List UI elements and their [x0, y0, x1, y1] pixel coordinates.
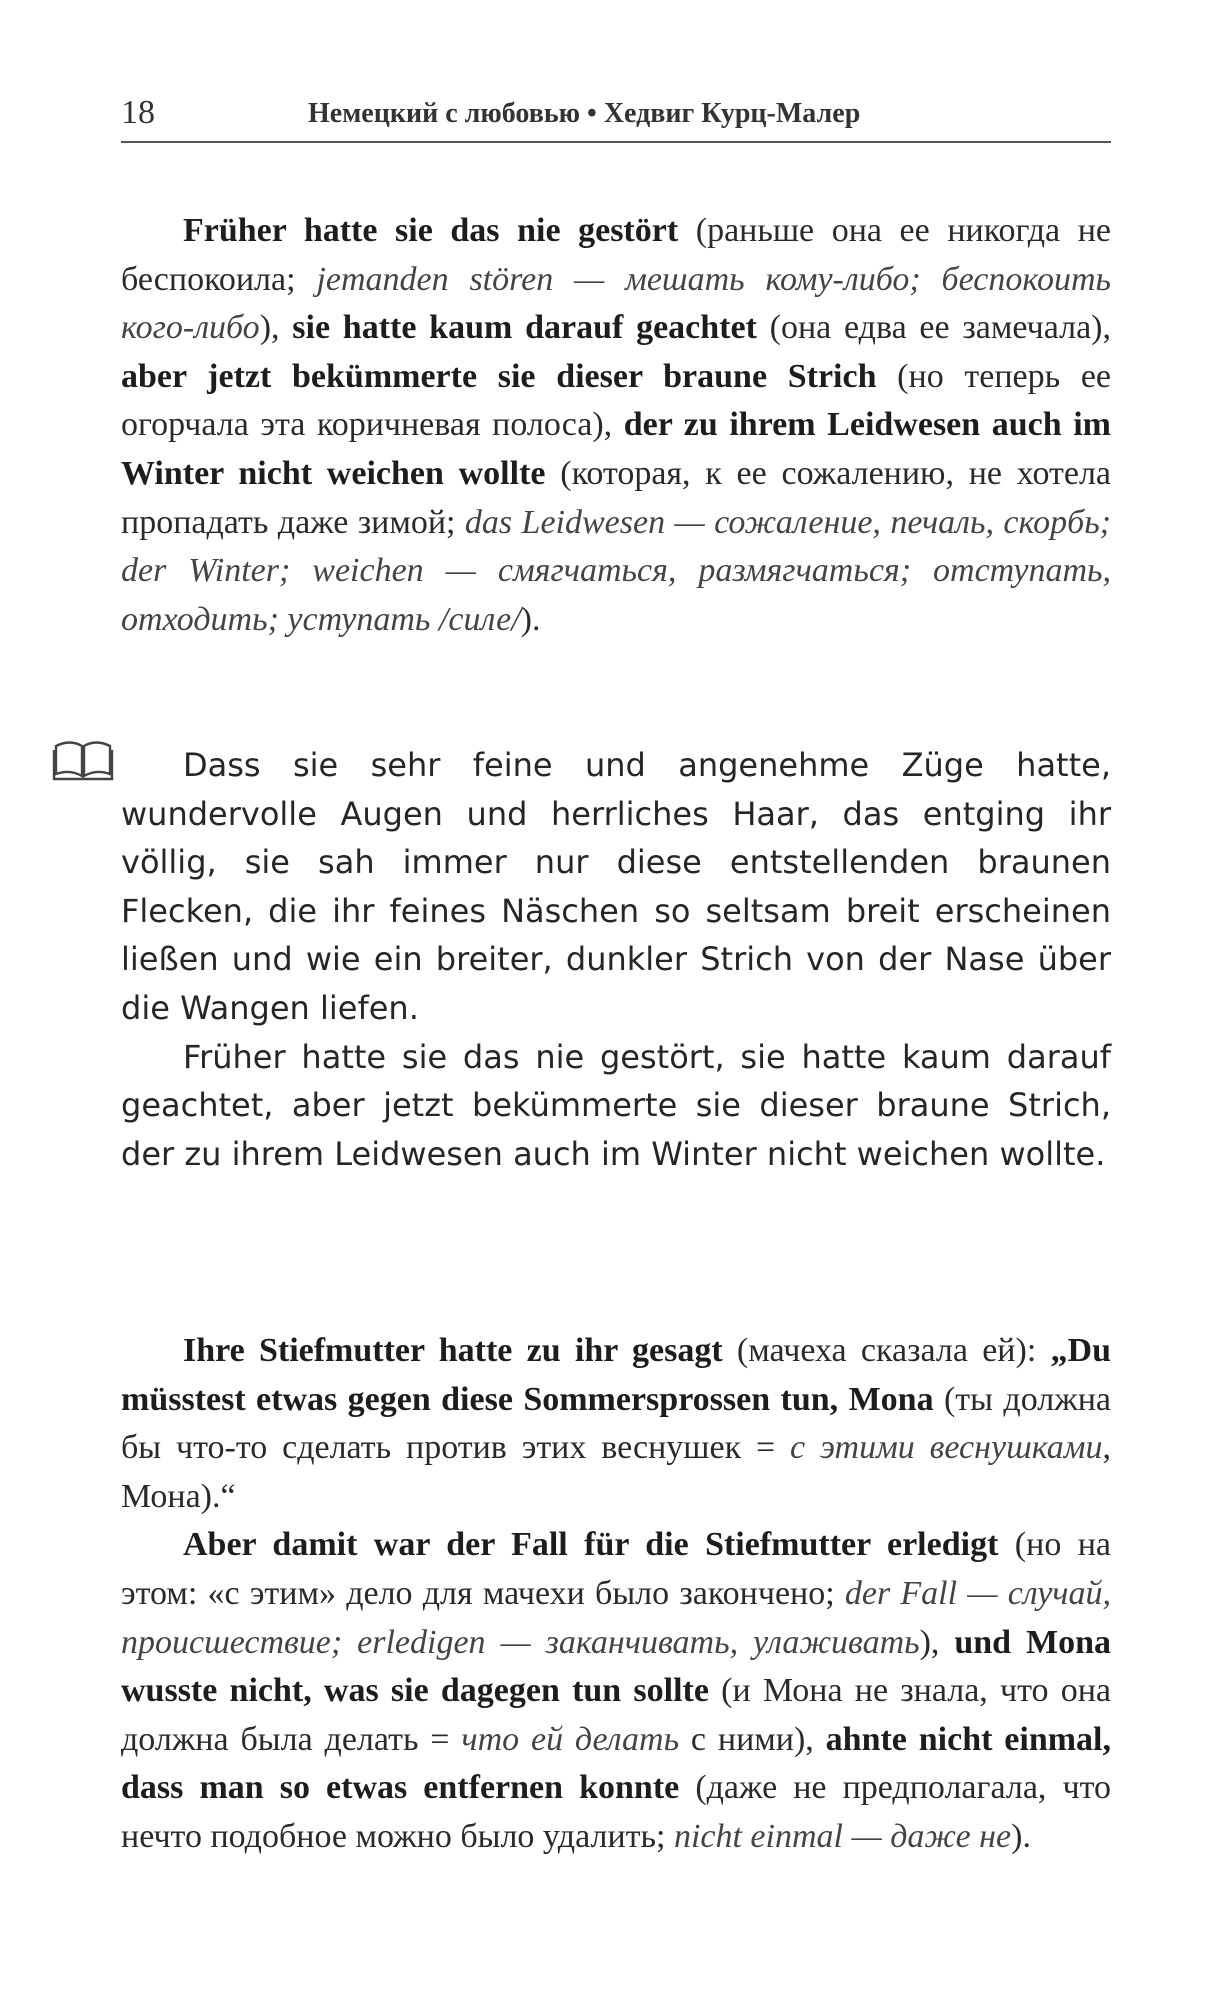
translation-text: ), [919, 1623, 955, 1661]
vocabulary-note: nicht einmal — даже не [673, 1817, 1012, 1855]
vocabulary-note: jemanden stören — мешать кому-либо; беспокоить кого-либо [121, 260, 1111, 347]
reading-text [121, 741, 1111, 1178]
german-phrase: aber jetzt bekümmerte sie dieser braune Strich [121, 357, 877, 395]
german-phrase: ahnte nicht einmal, dass man so etwas entfernen konnte [121, 1720, 1111, 1807]
header-rule [121, 141, 1111, 143]
german-phrase: der zu ihrem Leidwesen auch im Winter nicht weichen wollte [121, 406, 1111, 492]
annotated-paragraph [121, 1521, 1111, 1861]
translation-text: ). [520, 600, 541, 638]
page-number: 18 [121, 94, 155, 131]
reading-paragraph: Früher hatte sie das nie gestört, sie hatte kaum darauf geachtet, aber jetzt bekümmerte sie dieser braune Strich, der zu ihrem Leidwesen auch im Winter nicht weichen wollte. [121, 1037, 1111, 1173]
german-phrase: Ihre Stiefmutter hatte zu ihr gesagt [183, 1332, 723, 1369]
german-phrase: sie hatte kaum darauf geachtet [292, 309, 757, 347]
vocabulary-note: с этими веснушками [790, 1429, 1103, 1467]
translation-text: ). [1011, 1817, 1031, 1855]
vocabulary-note: der Fall — случай, происшествие; erledigen — заканчивать, улаживать [121, 1574, 1112, 1661]
annotated-paragraph [121, 1327, 1111, 1521]
reading-paragraph: Dass sie sehr feine und angenehme Züge hatte, wundervolle Augen und herrliches Haar, das entging ihr völlig, sie sah immer nur diese entstellenden braunen Flecken, die ihr feines Näschen so seltsam breit erscheinen ließen und wie ein breiter, dunkler Strich von der Nase über die Wangen liefen. [121, 746, 1111, 1027]
translation-text: (и Мона не знала, что она должна была делать = [121, 1672, 1111, 1758]
german-phrase: „Du müsstest etwas gegen diese Sommersprossen tun, Mona [121, 1332, 1111, 1418]
vocabulary-note: что ей делать [461, 1720, 680, 1758]
translation-text: (ты должна бы что-то сделать против этих веснушек = [121, 1380, 1111, 1467]
annotated-paragraph [121, 207, 1111, 644]
vocabulary-note: das Leidwesen — сожаление, печаль, скорбь; der Winter; weichen — смягчаться, размягчаться; отступать, отходить; уступать /силе/ [121, 503, 1111, 638]
german-phrase: Früher hatte sie das nie gestört [183, 212, 679, 249]
translation-text: (которая, к ее сожалению, не хотела пропадать даже зимой; [121, 454, 1111, 541]
translation-text: с ними), [679, 1720, 826, 1758]
translation-text: ), [259, 309, 293, 347]
german-phrase: Aber damit war der Fall für die Stiefmutter erledigt [183, 1526, 999, 1564]
translation-text: (мачеха сказала ей): [722, 1332, 1051, 1369]
annotated-paragraph-1 [121, 207, 1111, 644]
translation-text: , Мона).“ [121, 1429, 1112, 1515]
translation-text: (но на этом: «с этим» дело для мачехи было закончено; [121, 1526, 1111, 1612]
translation-text: (даже не предполагала, что нечто подобное можно было удалить; [121, 1769, 1111, 1855]
translation-text: (но теперь ее огорчала эта коричневая полоса), [121, 357, 1111, 444]
open-book-icon [52, 736, 114, 782]
running-title: Немецкий с любовью • Хедвиг Курц-Малер [308, 98, 861, 129]
translation-text: (раньше она ее никогда не беспокоила; [121, 212, 1111, 298]
german-phrase: und Mona wusste nicht, was sie dagegen tun sollte [121, 1623, 1111, 1710]
annotated-paragraph-2 [121, 1327, 1111, 1862]
translation-text: (она едва ее замечала), [756, 309, 1111, 347]
